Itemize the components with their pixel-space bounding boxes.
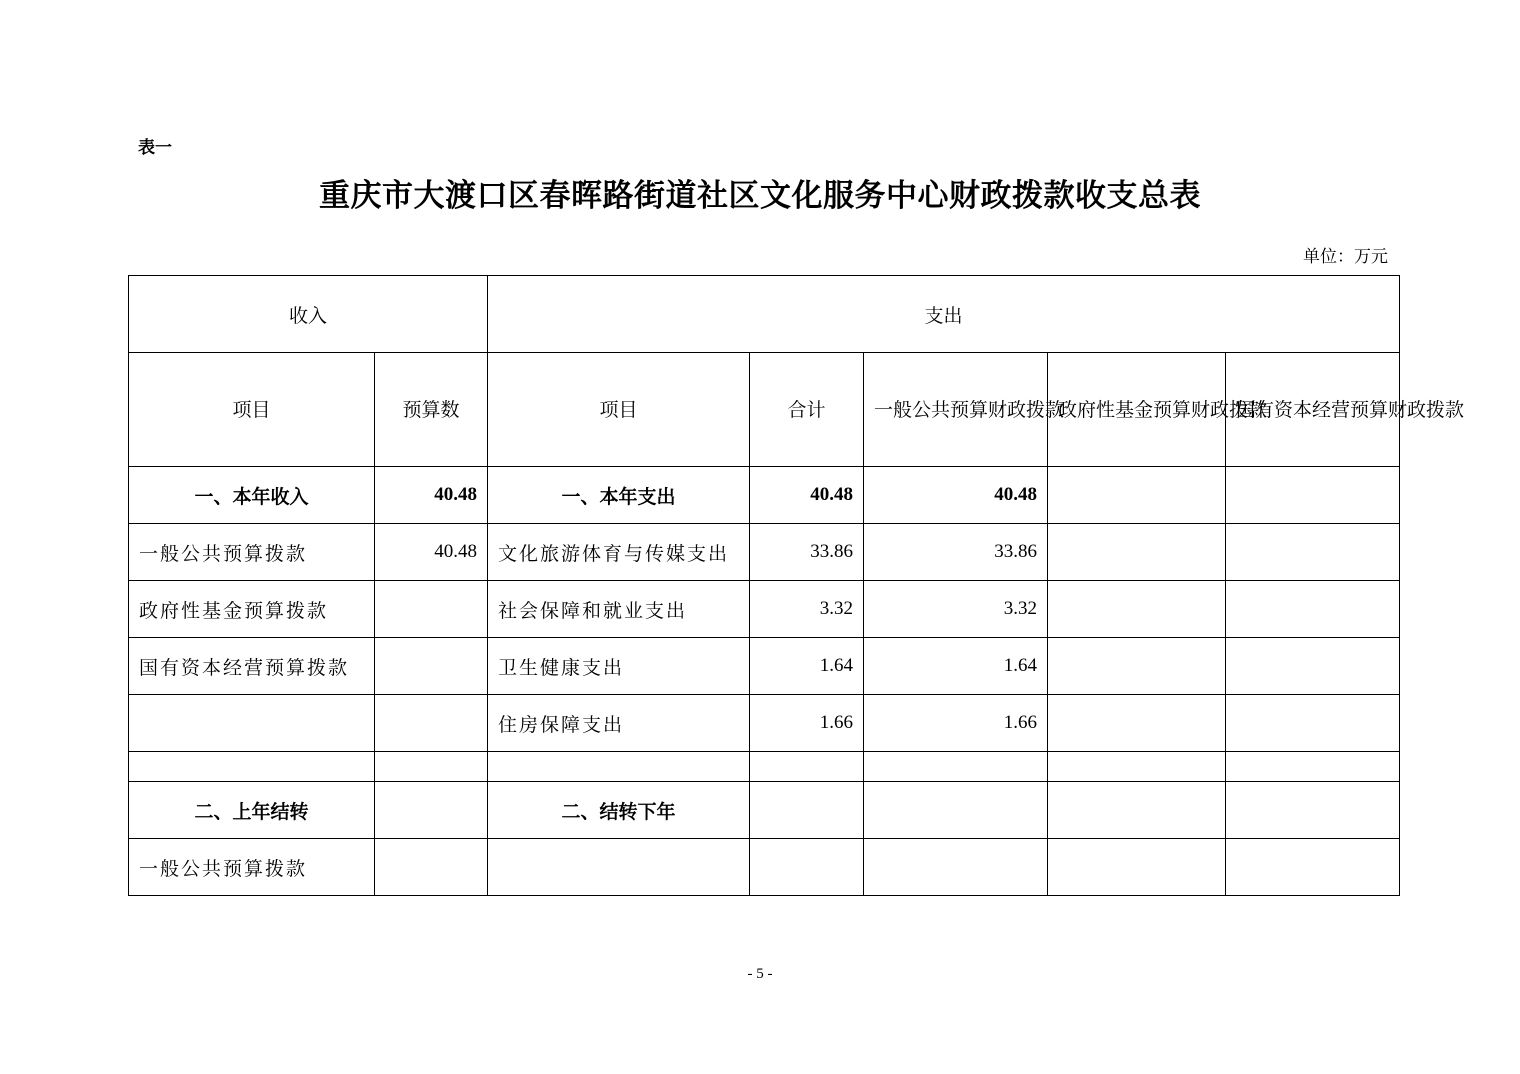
total-header: 合计 bbox=[750, 353, 864, 467]
income-item-cell: 一般公共预算拨款 bbox=[129, 839, 375, 896]
table-row bbox=[129, 581, 1400, 638]
general-budget-cell: 1.64 bbox=[864, 638, 1048, 695]
expenditure-header: 支出 bbox=[488, 276, 1400, 353]
general-budget-cell bbox=[864, 839, 1048, 896]
expense-item-cell: 二、结转下年 bbox=[488, 782, 750, 839]
table-row bbox=[129, 467, 1400, 524]
table-row bbox=[129, 782, 1400, 839]
budget-cell bbox=[375, 695, 488, 752]
budget-cell: 40.48 bbox=[375, 524, 488, 581]
expense-item-cell: 卫生健康支出 bbox=[488, 638, 750, 695]
budget-cell bbox=[375, 638, 488, 695]
expense-item-cell bbox=[488, 839, 750, 896]
general-budget-cell bbox=[864, 782, 1048, 839]
state-capital-cell bbox=[1226, 782, 1400, 839]
income-item-cell bbox=[129, 695, 375, 752]
gov-fund-cell bbox=[1048, 695, 1226, 752]
state-capital-cell bbox=[1226, 581, 1400, 638]
gov-fund-cell bbox=[1048, 467, 1226, 524]
budget-summary-table bbox=[128, 275, 1465, 896]
table-label: 表一 bbox=[138, 138, 172, 158]
table-row bbox=[129, 638, 1400, 695]
income-item-cell: 一般公共预算拨款 bbox=[129, 524, 375, 581]
gov-fund-cell bbox=[1048, 638, 1226, 695]
table-row bbox=[129, 695, 1400, 752]
state-capital-cell bbox=[1226, 638, 1400, 695]
gov-fund-cell bbox=[1048, 752, 1226, 782]
unit-label: 单位：万元 bbox=[1303, 247, 1388, 267]
gov-fund-cell bbox=[1048, 581, 1226, 638]
total-cell: 1.64 bbox=[750, 638, 864, 695]
gov-fund-cell bbox=[1048, 782, 1226, 839]
income-item-cell: 国有资本经营预算拨款 bbox=[129, 638, 375, 695]
general-budget-cell: 40.48 bbox=[864, 467, 1048, 524]
general-budget-cell: 33.86 bbox=[864, 524, 1048, 581]
expense-item-cell: 文化旅游体育与传媒支出 bbox=[488, 524, 750, 581]
gov-fund-cell bbox=[1048, 524, 1226, 581]
expenditure-item-header: 项目 bbox=[488, 353, 750, 467]
income-item-header: 项目 bbox=[129, 353, 375, 467]
budget-amount-header: 预算数 bbox=[375, 353, 488, 467]
state-capital-budget-header: 国有资本经营预算财政拨款 bbox=[1226, 353, 1400, 467]
page-number: - 5 - bbox=[747, 966, 773, 982]
header-row-top bbox=[129, 276, 1400, 353]
table-row bbox=[129, 839, 1400, 896]
total-cell: 33.86 bbox=[750, 524, 864, 581]
document-title: 重庆市大渡口区春晖路街道社区文化服务中心财政拨款收支总表 bbox=[319, 178, 1201, 214]
income-item-cell: 政府性基金预算拨款 bbox=[129, 581, 375, 638]
income-item-cell: 一、本年收入 bbox=[129, 467, 375, 524]
gov-fund-cell bbox=[1048, 839, 1226, 896]
table-row bbox=[129, 524, 1400, 581]
general-budget-cell: 3.32 bbox=[864, 581, 1048, 638]
table-row-spacer bbox=[129, 752, 1400, 782]
expense-item-cell: 社会保障和就业支出 bbox=[488, 581, 750, 638]
expense-item-cell: 一、本年支出 bbox=[488, 467, 750, 524]
state-capital-cell bbox=[1226, 467, 1400, 524]
state-capital-cell bbox=[1226, 839, 1400, 896]
budget-cell: 40.48 bbox=[375, 467, 488, 524]
total-cell: 40.48 bbox=[750, 467, 864, 524]
income-item-cell: 二、上年结转 bbox=[129, 782, 375, 839]
general-budget-cell: 1.66 bbox=[864, 695, 1048, 752]
income-header: 收入 bbox=[129, 276, 488, 353]
budget-cell bbox=[375, 752, 488, 782]
income-item-cell bbox=[129, 752, 375, 782]
general-public-budget-header: 一般公共预算财政拨款 bbox=[864, 353, 1048, 467]
total-cell: 1.66 bbox=[750, 695, 864, 752]
general-budget-cell bbox=[864, 752, 1048, 782]
total-cell bbox=[750, 782, 864, 839]
budget-cell bbox=[375, 581, 488, 638]
budget-cell bbox=[375, 839, 488, 896]
state-capital-cell bbox=[1226, 524, 1400, 581]
state-capital-cell bbox=[1226, 752, 1400, 782]
header-row-sub bbox=[129, 353, 1400, 467]
expense-item-cell bbox=[488, 752, 750, 782]
government-fund-budget-header: 政府性基金预算财政拨款 bbox=[1048, 353, 1226, 467]
state-capital-cell bbox=[1226, 695, 1400, 752]
total-cell: 3.32 bbox=[750, 581, 864, 638]
total-cell bbox=[750, 752, 864, 782]
total-cell bbox=[750, 839, 864, 896]
budget-cell bbox=[375, 782, 488, 839]
expense-item-cell: 住房保障支出 bbox=[488, 695, 750, 752]
